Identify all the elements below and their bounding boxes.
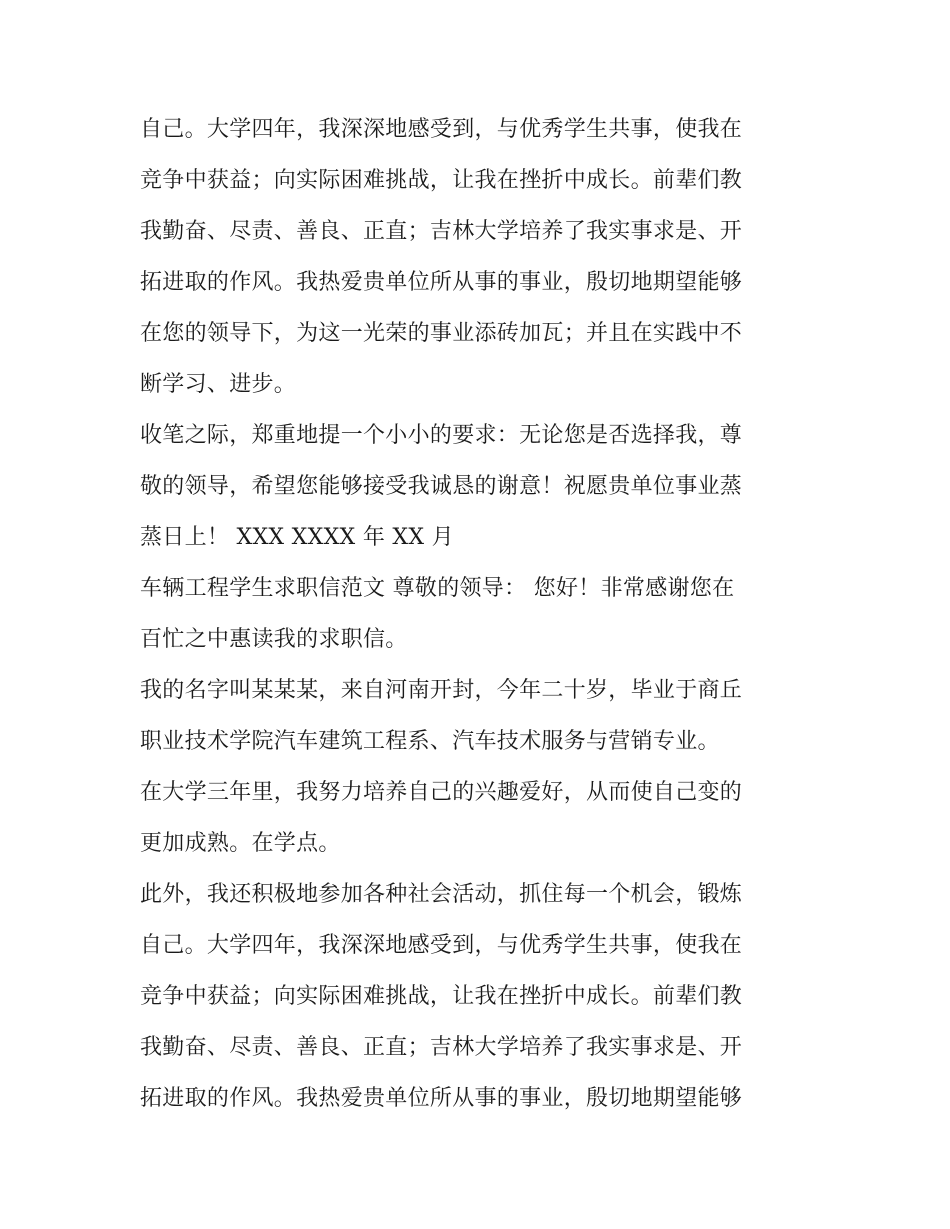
text-line: 在您的领导下，为这一光荣的事业添砖加瓦；并且在实践中不 bbox=[140, 321, 743, 346]
text-line: 竞争中获益；向实际困难挑战，让我在挫折中成长。前辈们教 bbox=[140, 984, 743, 1009]
text-line: 敬的领导，希望您能够接受我诚恳的谢意！祝愿贵单位事业蒸 bbox=[140, 474, 743, 499]
text-line: 在大学三年里，我努力培养自己的兴趣爱好，从而使自己变的 bbox=[140, 780, 743, 805]
text-line: 我勤奋、尽责、善良、正直；吉林大学培养了我实事求是、开 bbox=[140, 219, 743, 244]
text-line: 拓进取的作风。我热爱贵单位所从事的事业，殷切地期望能够 bbox=[140, 270, 743, 295]
text-line: 自己。大学四年，我深深地感受到，与优秀学生共事，使我在 bbox=[140, 117, 743, 142]
text-line: 更加成熟。在学点。 bbox=[140, 831, 341, 856]
text-line: 我的名字叫某某某，来自河南开封，今年二十岁，毕业于商丘 bbox=[140, 678, 743, 703]
text-line: 竞争中获益；向实际困难挑战，让我在挫折中成长。前辈们教 bbox=[140, 168, 743, 193]
text-line: 此外，我还积极地参加各种社会活动，抓住每一个机会，锻炼 bbox=[140, 882, 743, 907]
text-line: 收笔之际，郑重地提一个小小的要求：无论您是否选择我，尊 bbox=[140, 423, 743, 448]
text-line: 蒸日上！ XXX XXXX 年 XX 月 bbox=[140, 525, 454, 550]
text-line: 拓进取的作风。我热爱贵单位所从事的事业，殷切地期望能够 bbox=[140, 1086, 743, 1111]
text-line: 自己。大学四年，我深深地感受到，与优秀学生共事，使我在 bbox=[140, 933, 743, 958]
text-line: 车辆工程学生求职信范文 尊敬的领导： 您好！非常感谢您在 bbox=[140, 576, 735, 601]
text-line: 百忙之中惠读我的求职信。 bbox=[140, 627, 408, 652]
document-body bbox=[140, 104, 820, 1124]
text-line: 断学习、进步。 bbox=[140, 372, 297, 397]
text-line: 职业技术学院汽车建筑工程系、汽车技术服务与营销专业。 bbox=[140, 729, 720, 754]
text-line: 我勤奋、尽责、善良、正直；吉林大学培养了我实事求是、开 bbox=[140, 1035, 743, 1060]
